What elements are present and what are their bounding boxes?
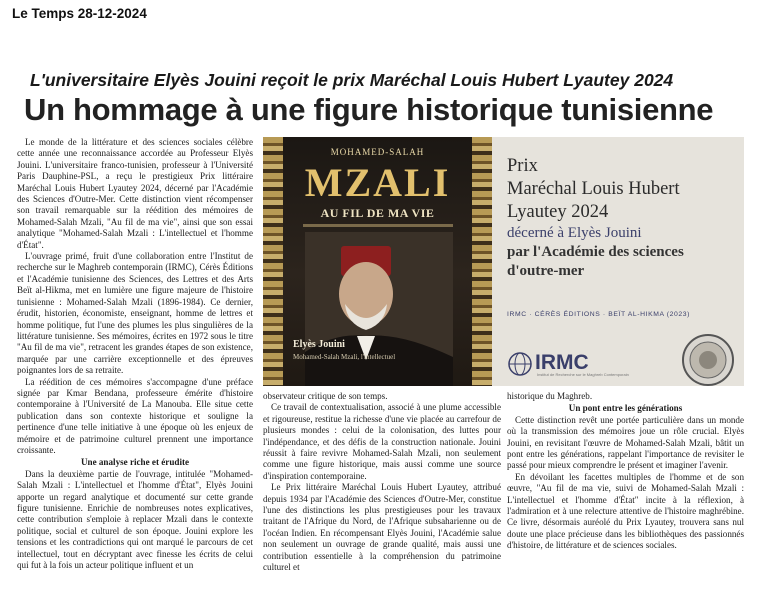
decorative-border	[263, 137, 283, 386]
prize-line: Prix	[507, 156, 538, 176]
globe-icon	[507, 351, 533, 377]
portrait-photo	[305, 232, 453, 386]
paragraph: Cette distinction revêt une portée particulière dans un monde où la transmission des mémoires joue un rôle crucial. Elyès Jouini, en revisitant l'œuvre de Mohamed-Salah Mzali, bâtit un pont entre les générations, rappelant l'importance de revisiter le passé pour mieux comprendre le présent et imaginer l'avenir.	[507, 414, 744, 471]
prize-line: Maréchal Louis Hubert	[507, 179, 680, 199]
paragraph: L'ouvrage primé, fruit d'une collaboration entre l'Institut de recherche sur le Maghreb contemporain (IRMC), Cérès Éditions et l'Académie tunisienne des Sciences, des Lettres et des Arts Beït al-Hikma, met en lumière une figure majeure de l'histoire tunisienne : Mohamed-Salah Mzali (1896-1984). Ce dernier, érudit, historien, économiste, enseignant, homme de lettres et homme politique, fut l'une des plumes les plus singulières de la littérature tunisienne. Ses mémoires, écrites en 1972 sous le titre "Au fil de ma vie", retracent les grandes étapes de son existence, marquée par une carrière exceptionnelle et des épreuves poignantes lors de sa retraite.	[17, 251, 253, 376]
paragraph: Dans la deuxième partie de l'ouvrage, intitulée "Mohamed-Salah Mzali : L'intellectuel et l'homme d'État", Elyès Jouini apporte un regard analytique et documenté sur cette grande figure tunisienne. Enrichie de nombreuses notes explicatives, cette contribution s'emploie à replacer Mzali dans le contexte politique, social et culturel de son époque. Jouini explore les tensions et les contradictions qui ont marqué le parcours de cet intellectuel, tout en décryptant avec finesse les écrits de celui qui fut à la fois un acteur politique influent et un	[17, 468, 253, 571]
irmc-logo	[507, 351, 627, 379]
newspaper-masthead-date: Le Temps 28-12-2024	[12, 6, 147, 21]
prize-line: décerné à Elyès Jouini	[507, 225, 642, 241]
paragraph: Le Prix littéraire Maréchal Louis Hubert Lyautey, attribué depuis 1934 par l'Académie des Sciences d'Outre-Mer, constitue l'une des distinctions les plus prestigieuses pour les travaux traitant de l'Afrique du Nord, de l'Afrique subsaharienne ou de l'océan Indien. En récompensant Elyès Jouini, l'Académie salue non seulement un ouvrage de grande qualité, mais aussi une contribution essentielle à la compréhension du patrimoine culturel et	[263, 482, 501, 573]
paragraph: En dévoilant les facettes multiples de l'homme et de son œuvre, "Au fil de ma vie, suivi de Mohamed-Salah Mzali : L'intellectuel et l'homme d'État" incite à la réflexion, à l'admiration et à une relecture attentive de l'histoire maghrébine. Ce livre, désormais auréolé du Prix Lyautey, trouvera sans nul doute une place précieuse dans les bibliothèques des passionnés d'histoire, de littérature et de sciences sociales.	[507, 471, 744, 551]
publishers-line: IRMC · CÉRÈS ÉDITIONS · BEÏT AL-HIKMA (2023)	[507, 311, 691, 318]
article-kicker: L'universitaire Elyès Jouini reçoit le prix Maréchal Louis Hubert Lyautey 2024	[30, 70, 674, 90]
prize-line: par l'Académie des sciences	[507, 244, 684, 260]
paragraph: historique du Maghreb.	[507, 391, 593, 401]
book-editor-name: Elyès Jouini	[293, 339, 345, 350]
book-title: MZALI	[304, 160, 451, 205]
academy-seal-icon	[681, 333, 735, 386]
article-illustration	[263, 137, 744, 386]
book-author: MOHAMED-SALAH	[330, 147, 425, 157]
article-headline: Un hommage à une figure historique tunisienne	[24, 92, 714, 127]
paragraph: Ce travail de contextualisation, associé à une plume accessible et rigoureuse, restitue la richesse d'une vie placée au carrefour de plusieurs mondes : celui de la colonisation, des luttes pour l'indépendance, et des défis de la construction nationale. Jouini réussit à faire revivre Mohamed-Salah Mzali, non seulement comme une figure historique, mais aussi comme une source d'inspiration contemporaine.	[263, 402, 501, 481]
divider	[303, 224, 453, 227]
book-cover	[263, 137, 492, 386]
irmc-logo-subtext: Institut de Recherche sur le Maghreb Contemporain	[537, 372, 629, 377]
paragraph: Le monde de la littérature et des sciences sociales célèbre cette année une reconnaissance accordée au Professeur Elyès Jouini. L'universitaire franco-tunisien, professeur à l'Université Paris Dauphine-PSL, a reçu le prestigieux Prix littéraire Maréchal Louis Hubert Lyautey 2024, décerné par l'Académie des Sciences d'Outre-Mer. Cette distinction vient récompenser son travail remarquable sur la réédition des mémoires de Mohamed-Salah Mzali, "Au fil de ma vie", ainsi que son essai analytique "Mohamed-Salah Mzali : L'intellectuel et l'homme d'État".	[17, 137, 253, 250]
irmc-logo-text: IRMC	[535, 351, 589, 374]
paragraph: observateur critique de son temps.	[263, 391, 388, 401]
book-subtitle: AU FIL DE MA VIE	[320, 206, 435, 220]
section-subheading: Une analyse riche et érudite	[80, 457, 190, 468]
section-subheading: Un pont entre les générations	[568, 403, 683, 414]
paragraph: La réédition de ces mémoires s'accompagne d'une préface signée par Kmar Bendana, professeure émérite d'histoire contemporaine à l'Université de La Manouba. Elle situe cette publication dans son contexte historique et souligne la pertinence d'une telle initiative à une époque où les enjeux de mémoire et de patrimoine culturel prennent une importance croissante.	[17, 376, 253, 455]
article-column-1	[17, 137, 253, 571]
prize-line: Lyautey 2024	[507, 202, 609, 222]
prize-line: d'outre-mer	[507, 263, 585, 279]
article-column-3	[507, 391, 744, 552]
book-editor-subtitle: Mohamed-Salah Mzali, l'intellectuel	[293, 353, 396, 361]
decorative-border	[472, 137, 492, 386]
prize-announcement	[507, 155, 737, 281]
article-column-2	[263, 391, 501, 574]
